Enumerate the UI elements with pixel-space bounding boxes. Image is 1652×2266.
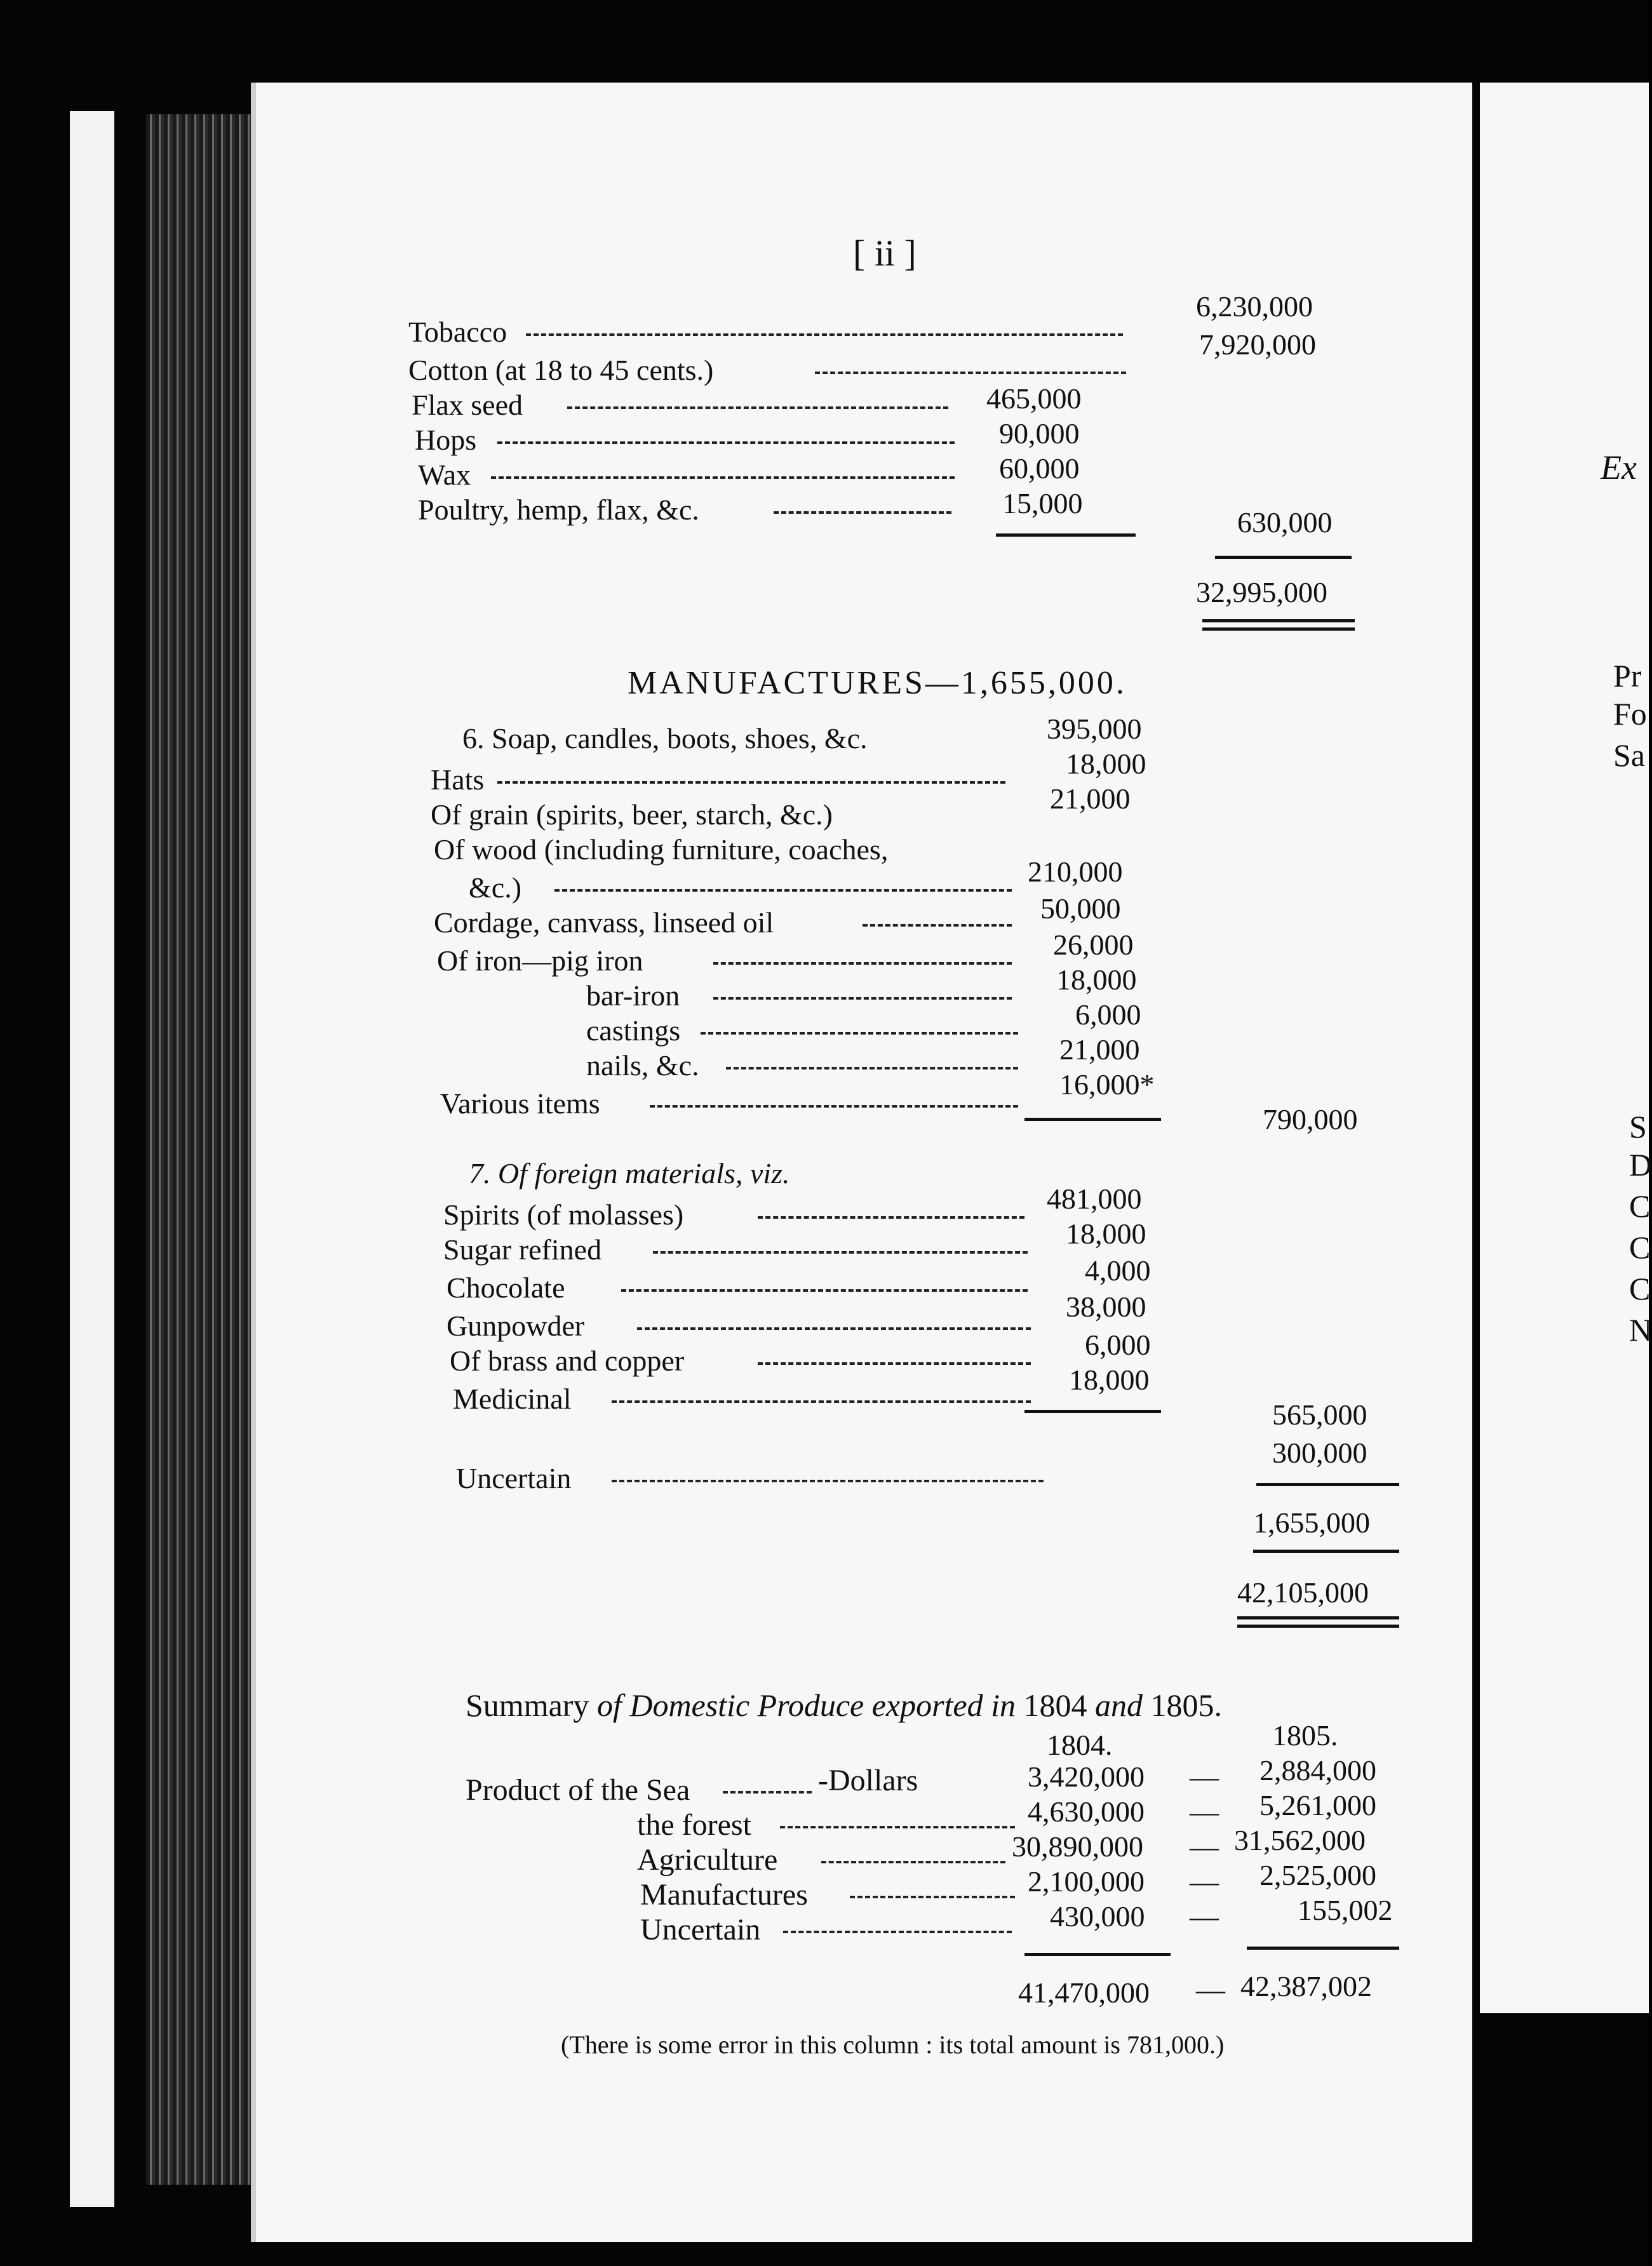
manufactures-total: 1,655,000 [1253, 1506, 1370, 1539]
summary-total-1804: 41,470,000 [1018, 1976, 1150, 2009]
s6-item-6: Of iron—pig iron [437, 944, 643, 977]
s6-item-3: Of wood (including furniture, coaches, [434, 833, 889, 866]
s7-amount-4: 6,000 [1085, 1329, 1151, 1361]
s6-item-4: &c.) [469, 871, 522, 904]
s7-item-3: Gunpowder [447, 1310, 585, 1342]
summary-row-2-label: Agriculture [637, 1843, 778, 1877]
uncertain-label: Uncertain [456, 1462, 572, 1494]
leader-dots [637, 1327, 1031, 1330]
amount-flax-seed: 465,000 [986, 382, 1082, 415]
leader-dots [758, 1362, 1031, 1365]
s7-amount-1: 18,000 [1066, 1217, 1146, 1250]
s7-amount-3: 38,000 [1066, 1291, 1146, 1323]
s7-heading: 7. Of foreign materials, viz. [469, 1157, 790, 1190]
leader-dots [723, 1791, 812, 1793]
leader-dots [653, 1251, 1028, 1254]
s6-amount-4: 210,000 [1028, 855, 1123, 888]
summary-title-year2: 1805. [1150, 1687, 1223, 1723]
summary-title [466, 1689, 1222, 1721]
right-fragment: C [1629, 1230, 1651, 1265]
s7-item-2: Chocolate [447, 1271, 565, 1304]
summary-row-4-1805: 155,002 [1298, 1894, 1393, 1926]
rule [1024, 1118, 1161, 1121]
manufactures-heading: MANUFACTURES—1,655,000. [628, 665, 1127, 701]
dash: — [1190, 1900, 1219, 1933]
leader-dots [774, 511, 951, 514]
book-binding [70, 111, 114, 2207]
left-page [251, 83, 1472, 2242]
item-hops: Hops [415, 424, 477, 456]
summary-row-2-1804: 30,890,000 [1012, 1830, 1143, 1863]
right-fragment: C [1629, 1188, 1651, 1224]
leader-dots [780, 1826, 1015, 1828]
rule [1256, 1483, 1399, 1486]
rule [1024, 1953, 1171, 1956]
dash: — [1196, 1973, 1225, 2006]
summary-title-year1: 1804 [1023, 1687, 1087, 1723]
s6-amount-5: 50,000 [1040, 892, 1121, 925]
right-fragment: D [1629, 1147, 1652, 1183]
s7-total: 565,000 [1272, 1398, 1367, 1431]
s6-item-2: Of grain (spirits, beer, starch, &c.) [431, 798, 833, 831]
s6-item-8: castings [586, 1014, 681, 1047]
top-grand-total: 32,995,000 [1196, 576, 1327, 608]
s7-amount-2: 4,000 [1085, 1254, 1151, 1287]
s6-amount-0: 395,000 [1047, 713, 1142, 745]
leader-dots [491, 476, 955, 479]
summary-row-0-1805: 2,884,000 [1259, 1754, 1376, 1787]
leader-dots [850, 1896, 1015, 1898]
summary-row-1-1805: 5,261,000 [1259, 1789, 1376, 1821]
leader-dots [567, 406, 948, 409]
summary-row-3-label: Manufactures [640, 1878, 808, 1912]
leader-dots [758, 1216, 1024, 1219]
col-1804: 1804. [1047, 1729, 1113, 1761]
summary-row-2-1805: 31,562,000 [1234, 1824, 1366, 1856]
s7-item-1: Sugar refined [443, 1233, 602, 1266]
s6-item-5: Cordage, canvass, linseed oil [434, 906, 774, 939]
s7-item-5: Medicinal [453, 1383, 572, 1415]
summary-note: (There is some error in this column : its total amount is 781,000.) [561, 2030, 1225, 2059]
s6-amount-6: 26,000 [1053, 929, 1134, 961]
total-tobacco: 6,230,000 [1196, 290, 1313, 323]
amount-hops: 90,000 [999, 417, 1080, 450]
s6-amount-1: 18,000 [1066, 748, 1146, 780]
total-cotton: 7,920,000 [1199, 328, 1316, 361]
summary-title-italic: of Domestic Produce exported in [596, 1687, 1016, 1723]
leader-dots [621, 1289, 1028, 1292]
summary-row-0-unit: -Dollars [818, 1764, 918, 1797]
leader-dots [497, 781, 1005, 784]
right-fragment: Fo [1613, 696, 1647, 732]
summary-row-0-label: Product of the Sea [466, 1773, 690, 1807]
leader-dots [713, 962, 1012, 965]
summary-row-3-1804: 2,100,000 [1028, 1865, 1145, 1898]
uncertain-amount: 300,000 [1272, 1437, 1367, 1469]
s6-amount-10: 16,000* [1059, 1068, 1155, 1101]
col-1805: 1805. [1272, 1719, 1338, 1752]
summary-title-and: and [1095, 1687, 1143, 1723]
leader-dots [554, 889, 1012, 892]
right-fragment: Sa [1613, 737, 1645, 773]
summary-row-1-label: the forest [637, 1808, 751, 1842]
right-fragment: Ex [1601, 448, 1637, 486]
summary-row-0-1804: 3,420,000 [1028, 1760, 1145, 1793]
amount-wax: 60,000 [999, 452, 1080, 485]
s6-amount-8: 6,000 [1075, 998, 1141, 1031]
s7-item-4: Of brass and copper [450, 1344, 685, 1377]
summary-row-4-1804: 430,000 [1050, 1900, 1145, 1933]
item-poultry: Poultry, hemp, flax, &c. [418, 493, 699, 526]
leader-dots [612, 1480, 1044, 1482]
summary-row-3-1805: 2,525,000 [1259, 1859, 1376, 1891]
s7-amount-0: 481,000 [1047, 1183, 1142, 1215]
dash: — [1190, 1760, 1219, 1793]
s6-amount-2: 21,000 [1050, 782, 1131, 815]
leader-dots [726, 1067, 1018, 1069]
summary-row-4-label: Uncertain [640, 1913, 761, 1947]
summary-row-1-1804: 4,630,000 [1028, 1795, 1145, 1828]
item-tobacco: Tobacco [408, 316, 507, 348]
s6-item-9: nails, &c. [586, 1049, 699, 1082]
leader-dots [713, 997, 1012, 1000]
rule [1247, 1947, 1399, 1950]
leader-dots [650, 1105, 1018, 1108]
s7-item-0: Spirits (of molasses) [443, 1198, 684, 1231]
amount-poultry: 15,000 [1002, 487, 1083, 520]
s7-amount-5: 18,000 [1069, 1364, 1150, 1396]
dash: — [1190, 1795, 1219, 1828]
leader-dots [497, 441, 955, 444]
double-rule [1202, 619, 1355, 631]
rule [996, 533, 1136, 537]
double-rule [1237, 1616, 1399, 1628]
page-edges [146, 114, 260, 2185]
rule [1253, 1550, 1399, 1553]
leader-dots [821, 1861, 1005, 1863]
final-total: 42,105,000 [1237, 1576, 1369, 1609]
dash: — [1190, 1830, 1219, 1863]
right-fragment: S [1629, 1109, 1647, 1144]
leader-dots [526, 333, 1123, 336]
item-cotton: Cotton (at 18 to 45 cents.) [408, 354, 714, 386]
s6-item-0: 6. Soap, candles, boots, shoes, &c. [462, 722, 868, 754]
leader-dots [701, 1032, 1018, 1035]
right-fragment: C [1629, 1271, 1651, 1306]
leader-dots [863, 924, 1012, 927]
right-page-fragment [1480, 83, 1652, 2013]
rule [1215, 556, 1352, 559]
summary-title-word: Summary [466, 1687, 589, 1723]
leader-dots [815, 372, 1126, 374]
page-number: [ ii ] [853, 232, 917, 274]
item-flax-seed: Flax seed [412, 389, 523, 421]
top-subtotal: 630,000 [1237, 506, 1333, 539]
s6-total: 790,000 [1263, 1103, 1358, 1136]
s6-item-7: bar-iron [586, 979, 680, 1012]
summary-total-1805: 42,387,002 [1240, 1970, 1372, 2002]
item-wax: Wax [418, 459, 471, 491]
right-fragment: Pr [1613, 658, 1642, 694]
s6-amount-7: 18,000 [1056, 963, 1137, 996]
right-fragment: N [1629, 1312, 1652, 1348]
leader-dots [783, 1931, 1012, 1933]
s6-item-1: Hats [431, 763, 485, 796]
s6-amount-9: 21,000 [1059, 1033, 1140, 1066]
rule [1024, 1410, 1161, 1413]
leader-dots [612, 1400, 1031, 1403]
s6-item-10: Various items [440, 1087, 600, 1120]
dash: — [1190, 1865, 1219, 1898]
